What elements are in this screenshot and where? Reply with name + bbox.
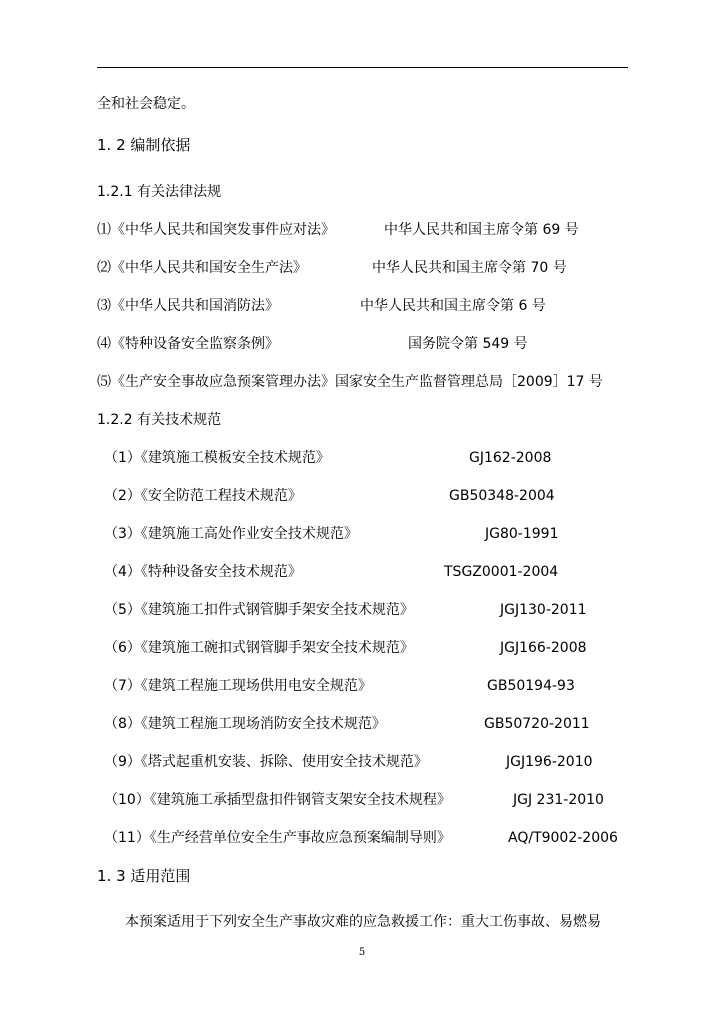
standard-item	[104, 563, 302, 581]
standard-item	[104, 449, 330, 467]
standard-code: JG80-1991	[485, 526, 559, 542]
law-number: ⑵	[97, 260, 111, 276]
law-reference: 国务院令第 549 号	[408, 336, 528, 352]
standard-code: GB50194-93	[487, 678, 575, 694]
standard-code: AQ/T9002-2006	[508, 830, 618, 846]
law-title: 《中华人民共和国安全生产法》	[111, 260, 307, 276]
standard-item	[104, 525, 358, 543]
standard-title: 《特种设备安全技术规范》	[140, 564, 302, 580]
standard-number: （2）	[104, 488, 141, 504]
standard-number: （5）	[104, 602, 141, 618]
standard-code: JGJ 231-2010	[513, 792, 604, 808]
header-rule	[97, 67, 628, 68]
standard-item	[104, 639, 414, 657]
law-item	[97, 221, 335, 239]
standard-number: （6）	[104, 640, 141, 656]
law-item	[97, 259, 307, 277]
standard-item	[104, 487, 302, 505]
standard-title: 《建筑施工碗扣式钢管脚手架安全技术规范》	[140, 640, 414, 656]
standard-item	[104, 677, 372, 695]
scope-paragraph: 本预案适用于下列安全生产事故灾难的应急救援工作：重大工伤事故、易燃易	[125, 914, 601, 930]
standard-title: 《生产经营单位安全生产事故应急预案编制导则》	[149, 830, 451, 846]
standard-number: （11）	[104, 830, 150, 846]
standard-item	[104, 829, 451, 847]
standard-title: 《建筑工程施工现场供用电安全规范》	[140, 678, 372, 694]
standard-code: GB50720-2011	[484, 716, 590, 732]
standard-item	[104, 715, 386, 733]
standard-code: JGJ196-2010	[506, 754, 593, 770]
law-number: ⑷	[97, 336, 111, 352]
standard-number: （10）	[104, 792, 150, 808]
standard-title: 《建筑施工承插型盘扣件钢管支架安全技术规程》	[149, 792, 451, 808]
standard-code: JGJ166-2008	[500, 640, 587, 656]
section-heading-1-2: 1. 2 编制依据	[97, 136, 191, 154]
standard-code: TSGZ0001-2004	[444, 564, 559, 580]
standard-title: 《建筑施工高处作业安全技术规范》	[140, 526, 358, 542]
law-item	[97, 373, 603, 391]
standard-title: 《建筑施工模板安全技术规范》	[140, 450, 330, 466]
standard-item	[104, 601, 414, 619]
page-number: 5	[358, 947, 366, 958]
standard-number: （1）	[104, 450, 141, 466]
law-title: 《生产安全事故应急预案管理办法》	[111, 374, 335, 390]
continuation-text: 全和社会稳定。	[97, 96, 195, 112]
standard-title: 《建筑工程施工现场消防安全技术规范》	[140, 716, 386, 732]
standard-number: （9）	[104, 754, 141, 770]
law-number: ⑶	[97, 298, 111, 314]
standard-code: JGJ130-2011	[500, 602, 587, 618]
law-item	[97, 335, 279, 353]
law-title: 《中华人民共和国消防法》	[111, 298, 279, 314]
law-reference: 中华人民共和国主席令第 69 号	[384, 222, 579, 238]
law-reference: 国家安全生产监督管理总局［2009］17 号	[335, 374, 603, 390]
subsection-heading-1-2-1: 1.2.1 有关法律法规	[97, 184, 222, 200]
standard-code: GB50348-2004	[449, 488, 555, 504]
section-heading-1-3: 1. 3 适用范围	[97, 867, 191, 885]
standard-title: 《安全防范工程技术规范》	[140, 488, 302, 504]
standard-code: GJ162-2008	[469, 450, 552, 466]
subsection-heading-1-2-2: 1.2.2 有关技术规范	[97, 412, 222, 428]
standard-title: 《建筑施工扣件式钢管脚手架安全技术规范》	[140, 602, 414, 618]
standard-number: （8）	[104, 716, 141, 732]
law-number: ⑸	[97, 374, 111, 390]
standard-item	[104, 753, 428, 771]
law-title: 《中华人民共和国突发事件应对法》	[111, 222, 335, 238]
law-number: ⑴	[97, 222, 111, 238]
law-reference: 中华人民共和国主席令第 70 号	[372, 260, 567, 276]
standard-number: （4）	[104, 564, 141, 580]
standard-number: （3）	[104, 526, 141, 542]
standard-item	[104, 791, 451, 809]
standard-number: （7）	[104, 678, 141, 694]
law-item	[97, 297, 279, 315]
law-reference: 中华人民共和国主席令第 6 号	[360, 298, 546, 314]
law-title: 《特种设备安全监察条例》	[111, 336, 279, 352]
standard-title: 《塔式起重机安装、拆除、使用安全技术规范》	[140, 754, 428, 770]
